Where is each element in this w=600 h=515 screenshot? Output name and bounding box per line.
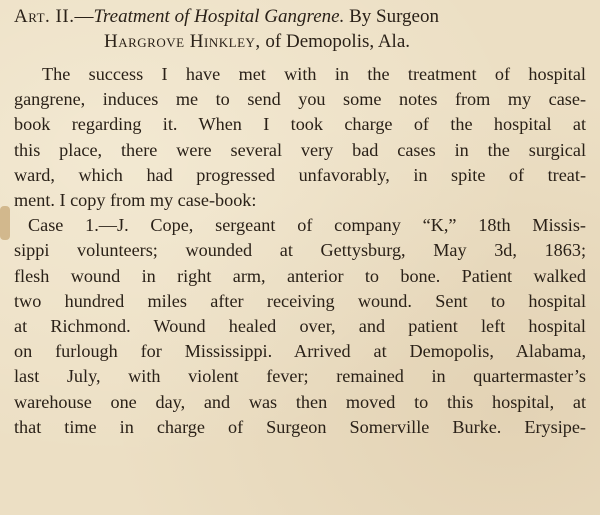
text-line: at Richmond. Wound healed over, and patient left hospital bbox=[14, 316, 586, 337]
text-line: Case 1.—J. Cope, sergeant of company “K,” 18th Missis- bbox=[28, 215, 586, 236]
text-line: ment. I copy from my case-book: bbox=[14, 190, 257, 211]
text-line: ward, which had progressed unfavorably, in spite of treat- bbox=[14, 164, 586, 185]
text-line: sippi volunteers; wounded at Gettysburg, May 3d, 1863; bbox=[14, 240, 586, 261]
article-header-line-1 bbox=[14, 4, 586, 29]
article-body bbox=[14, 62, 586, 440]
text-line: warehouse one day, and was then moved to this hospital, at bbox=[14, 391, 586, 412]
paragraph-case-1 bbox=[14, 213, 586, 440]
paper-stain bbox=[0, 206, 10, 240]
text-line: that time in charge of Surgeon Somerville Burke. Erysipe- bbox=[14, 416, 586, 437]
text-line: flesh wound in right arm, anterior to bone. Patient walked bbox=[14, 265, 586, 286]
text-line: last July, with violent fever; remained in quartermaster’s bbox=[14, 366, 586, 387]
text-line: gangrene, induces me to send you some notes from my case- bbox=[14, 89, 586, 110]
text-line: on furlough for Mississippi. Arrived at Demopolis, Alabama, bbox=[14, 341, 586, 362]
text-line: two hundred miles after receiving wound. Sent to hospital bbox=[14, 290, 586, 311]
paragraph-intro bbox=[14, 62, 586, 213]
article-title: Treatment of Hospital Gangrene. bbox=[93, 6, 345, 27]
article-label: Art. II. bbox=[14, 6, 75, 27]
article-header bbox=[14, 4, 586, 54]
text-line: this place, there were several very bad cases in the surgical bbox=[14, 139, 586, 160]
author-location: of Demopolis, Ala. bbox=[265, 31, 411, 52]
article-header-line-2 bbox=[14, 29, 586, 54]
text-line: book regarding it. When I took charge of the hospital at bbox=[14, 114, 586, 135]
article-dash: — bbox=[74, 6, 94, 27]
article-byline: By Surgeon bbox=[349, 6, 439, 27]
text-line: The success I have met with in the treatment of hospital bbox=[42, 64, 586, 84]
author-name: Hargrove Hinkley, bbox=[104, 31, 261, 52]
